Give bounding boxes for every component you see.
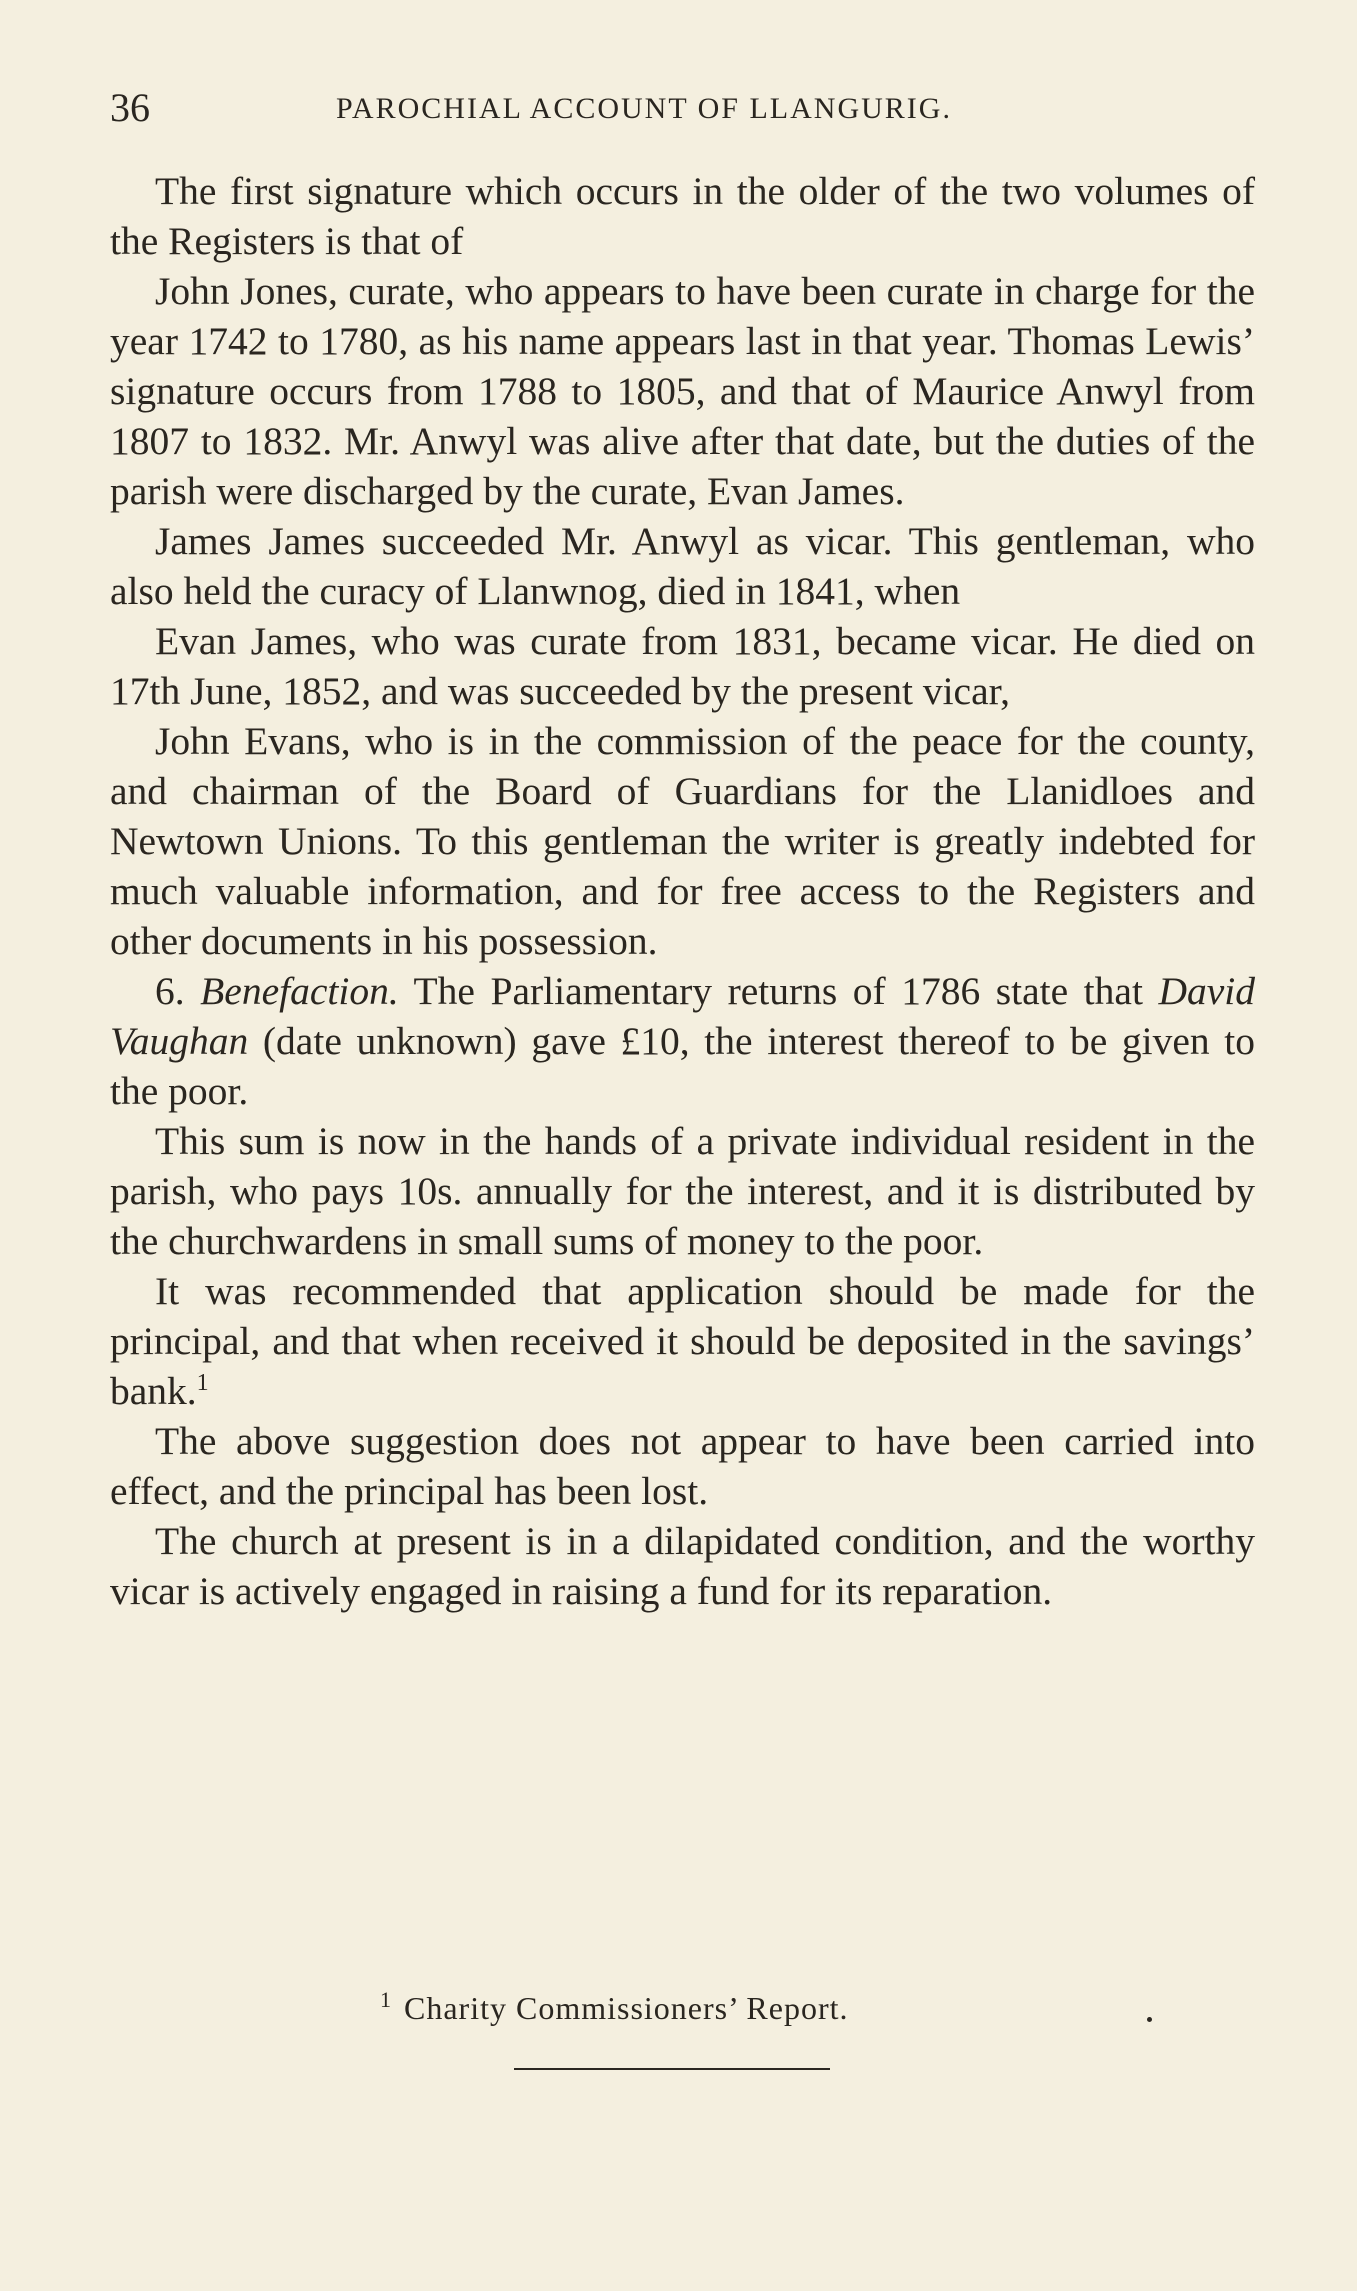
benefactor-name: David Vaughan <box>110 969 1256 1063</box>
paragraph-recommendation <box>110 1266 1255 1416</box>
benefaction-text-b: (date unknown) gave £10, the interest thereof to be given to the poor. <box>110 1019 1256 1113</box>
paragraph-james-james: James James succeeded Mr. Anwyl as vicar. This gentleman, who also held the curacy of Llanwnog, died in 1841, when <box>110 519 1255 613</box>
recommendation-text: It was recommended that application should be made for the principal, and that when received it should be deposited in the savings’ bank. <box>110 1269 1255 1413</box>
paragraph-benefaction <box>110 966 1255 1116</box>
paragraph-john-evans: John Evans, who is in the commission of the peace for the county, and chairman of the Board of Guardians for the Llanidloes and Newtown Unions. To this gentleman the writer is greatly indebted for much valuable information, and for free access to the Registers and other documents in his possession. <box>110 719 1255 963</box>
footnote <box>380 1985 1280 2031</box>
body-text <box>110 166 1255 1616</box>
closing-rule <box>514 2068 830 2070</box>
footnote-text: Charity Commissioners’ Report. <box>404 1990 849 2026</box>
section-heading: Benefaction. <box>200 969 399 1013</box>
paragraph-evan-james: Evan James, who was curate from 1831, became vicar. He died on 17th June, 1852, and was succeeded by the present vicar, <box>110 619 1255 713</box>
stray-ink-dot <box>1147 2017 1152 2022</box>
page-number: 36 <box>110 85 150 130</box>
paragraph-suggestion: The above suggestion does not appear to have been carried into effect, and the principal has been lost. <box>110 1419 1255 1513</box>
benefaction-text-a: The Parliamentary returns of 1786 state that <box>413 969 1143 1013</box>
running-head: PAROCHIAL ACCOUNT OF LLANGURIG. <box>336 92 952 125</box>
footnote-reference[interactable]: 1 <box>196 1369 209 1396</box>
page-header <box>110 78 1250 138</box>
paragraph-signatures-intro: The first signature which occurs in the older of the two volumes of the Registers is that of <box>110 169 1255 263</box>
footnote-marker: 1 <box>380 1987 392 2013</box>
paragraph-sum-held: This sum is now in the hands of a private individual resident in the parish, who pays 10s. annually for the interest, and it is distributed by the churchwardens in small sums of money to the poor. <box>110 1119 1255 1263</box>
paragraph-john-jones: John Jones, curate, who appears to have been curate in charge for the year 1742 to 1780, as his name appears last in that year. Thomas Lewis’ signature occurs from 1788 to 1805, and that of Maurice Anwyl from 1807 to 1832. Mr. Anwyl was alive after that date, but the duties of the parish were discharged by the curate, Evan James. <box>110 269 1255 513</box>
paragraph-church-condition: The church at present is in a dilapidated condition, and the worthy vicar is actively engaged in raising a fund for its reparation. <box>110 1519 1255 1613</box>
section-number: 6. <box>155 969 185 1013</box>
